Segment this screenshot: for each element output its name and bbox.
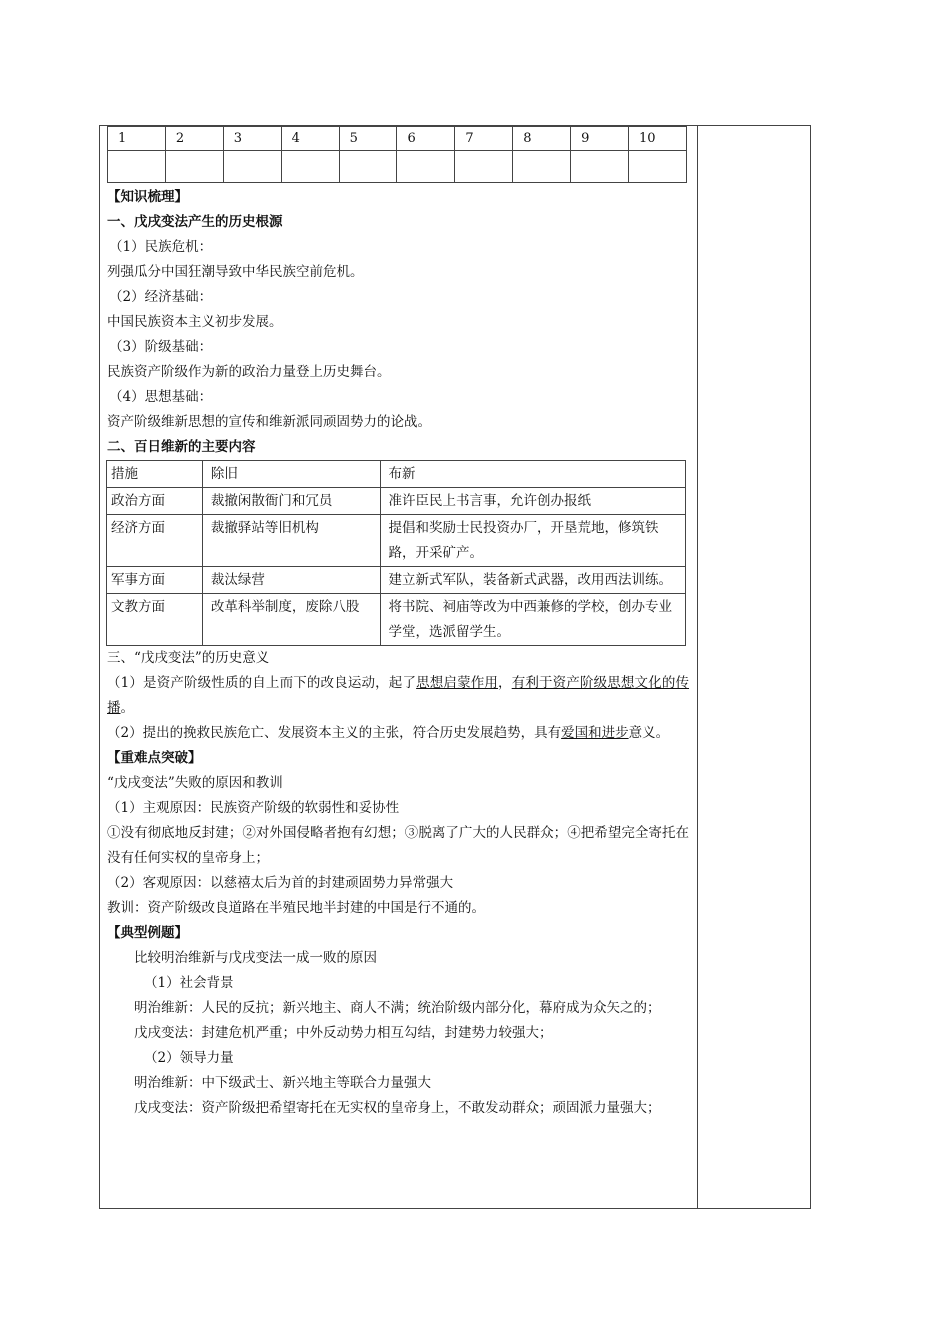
- text-span: 。: [120, 700, 134, 716]
- table-header: 除旧: [202, 461, 380, 488]
- section-heading-key-points: 【重难点突破】: [107, 750, 202, 766]
- answer-grid-blanks: [108, 151, 687, 183]
- table-cell: 经济方面: [107, 515, 203, 567]
- answer-number: 9: [571, 127, 629, 151]
- text-span: （2）提出的挽救民族危亡、发展资本主义的主张，符合历史发展趋势，具有: [107, 725, 562, 741]
- example-question: 比较明治维新与戊戌变法一成一败的原因: [134, 950, 377, 966]
- table-cell: 建立新式军队，装备新式武器，改用西法训练。: [380, 567, 685, 594]
- subjective-detail: ①没有彻底地反封建；②对外国侵略者抱有幻想；③脱离了广大的人民群众；④把希望完全寄托在没有任何实权的皇帝身上；: [107, 825, 689, 866]
- table-cell: 政治方面: [107, 488, 203, 515]
- significance-title: 三、“戊戌变法”的历史意义: [107, 650, 270, 666]
- answer-number: 1: [108, 127, 166, 151]
- answer-number: 10: [629, 127, 687, 151]
- example-wuxu-leadership: 戊戌变法：资产阶级把希望寄托在无实权的皇帝身上，不敢发动群众；顽固派力量强大；: [134, 1100, 661, 1116]
- answer-cell[interactable]: [165, 151, 223, 183]
- text-span: ，: [498, 675, 512, 691]
- measures-header-row: [107, 461, 686, 488]
- table-cell: 文教方面: [107, 594, 203, 646]
- table-cell: 裁撤闲散衙门和冗员: [202, 488, 380, 515]
- item-text: 资产阶级维新思想的宣传和维新派同顽固势力的论战。: [107, 414, 431, 430]
- answer-number: 8: [513, 127, 571, 151]
- answer-cell[interactable]: [108, 151, 166, 183]
- example-wuxu-background: 戊戌变法：封建危机严重；中外反动势力相互勾结，封建势力较强大；: [134, 1025, 553, 1041]
- example-meiji-background: 明治维新：人民的反抗；新兴地主、商人不满；统治阶级内部分化，幕府成为众矢之的；: [134, 1000, 661, 1016]
- part2-title: 二、百日维新的主要内容: [107, 439, 256, 455]
- main-content: [107, 126, 689, 1121]
- answer-number: 7: [455, 127, 513, 151]
- answer-cell[interactable]: [339, 151, 397, 183]
- example-meiji-leadership: 明治维新：中下级武士、新兴地主等联合力量强大: [134, 1075, 431, 1091]
- text-span: （1）是资产阶级性质的自上而下的改良运动，起了: [107, 675, 417, 691]
- answer-grid: [107, 126, 687, 183]
- answer-number: 6: [397, 127, 455, 151]
- table-cell: 将书院、祠庙等改为中西兼修的学校，创办专业学堂，选派留学生。: [380, 594, 685, 646]
- answer-number: 3: [223, 127, 281, 151]
- answer-cell[interactable]: [455, 151, 513, 183]
- answer-cell[interactable]: [571, 151, 629, 183]
- example-subheading: （2）领导力量: [144, 1050, 234, 1066]
- notes-column-divider: [697, 125, 698, 1209]
- significance-point-1: [107, 671, 689, 721]
- table-cell: 改革科举制度，废除八股: [202, 594, 380, 646]
- table-cell: 军事方面: [107, 567, 203, 594]
- answer-cell[interactable]: [223, 151, 281, 183]
- answer-number: 5: [339, 127, 397, 151]
- table-header: 布新: [380, 461, 685, 488]
- answer-grid-numbers: [108, 127, 687, 151]
- example-subheading: （1）社会背景: [144, 975, 234, 991]
- underlined-text: 爱国和进步: [561, 725, 629, 741]
- table-cell: 裁撤驿站等旧机构: [202, 515, 380, 567]
- underlined-text: 思想启蒙作用: [416, 675, 499, 691]
- measures-table: [106, 460, 686, 646]
- text-span: 意义。: [628, 725, 670, 741]
- item-text: 列强瓜分中国狂潮导致中华民族空前危机。: [107, 264, 364, 280]
- item-label: （2）经济基础：: [109, 289, 213, 305]
- table-row: [107, 567, 686, 594]
- answer-number: 2: [165, 127, 223, 151]
- table-row: [107, 594, 686, 646]
- answer-cell[interactable]: [281, 151, 339, 183]
- lesson: 教训：资产阶级改良道路在半殖民地半封建的中国是行不通的。: [107, 900, 485, 916]
- answer-number: 4: [281, 127, 339, 151]
- table-cell: 准许臣民上书言事，允许创办报纸: [380, 488, 685, 515]
- section-heading-knowledge: 【知识梳理】: [107, 189, 188, 205]
- significance-point-2: [107, 721, 689, 746]
- part1-title: 一、戊戌变法产生的历史根源: [107, 214, 283, 230]
- answer-cell[interactable]: [397, 151, 455, 183]
- table-cell: 提倡和奖励士民投资办厂，开垦荒地，修筑铁路，开采矿产。: [380, 515, 685, 567]
- subjective-cause: （1）主观原因：民族资产阶级的软弱性和妥协性: [107, 800, 400, 816]
- key-points-title: “戊戌变法”失败的原因和教训: [107, 775, 283, 791]
- section-heading-examples: 【典型例题】: [107, 925, 188, 941]
- item-label: （3）阶级基础：: [109, 339, 213, 355]
- item-text: 中国民族资本主义初步发展。: [107, 314, 283, 330]
- answer-cell[interactable]: [513, 151, 571, 183]
- item-text: 民族资产阶级作为新的政治力量登上历史舞台。: [107, 364, 391, 380]
- item-label: （4）思想基础：: [109, 389, 213, 405]
- table-row: [107, 488, 686, 515]
- underlined-text: 有利于资产阶级思想文化的传播: [107, 675, 690, 716]
- answer-cell[interactable]: [629, 151, 687, 183]
- table-header: 措施: [107, 461, 203, 488]
- table-row: [107, 515, 686, 567]
- objective-cause: （2）客观原因：以慈禧太后为首的封建顽固势力异常强大: [107, 875, 454, 891]
- table-cell: 裁汰绿营: [202, 567, 380, 594]
- item-label: （1）民族危机：: [109, 239, 213, 255]
